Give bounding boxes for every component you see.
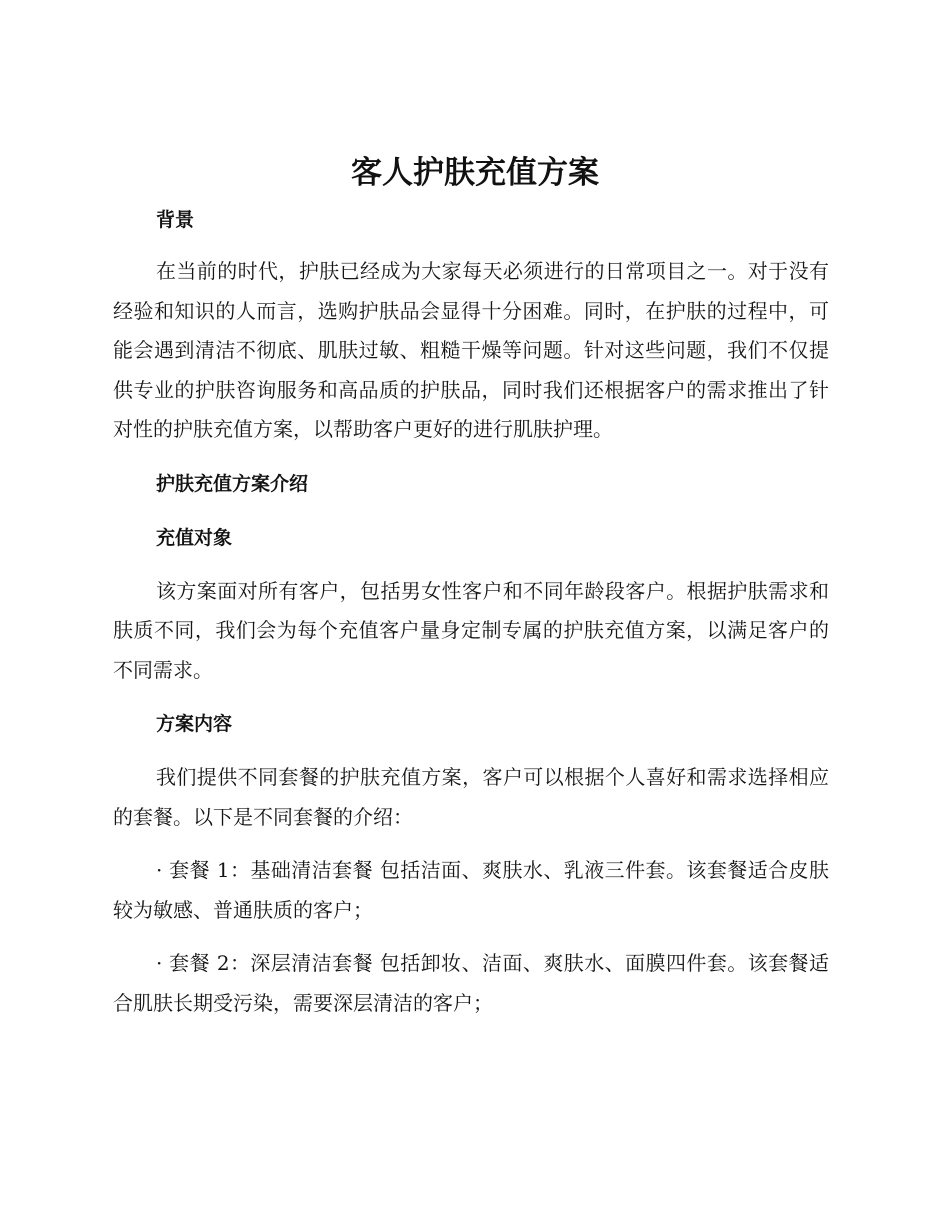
section-heading-target: 充值对象 bbox=[156, 526, 233, 549]
paragraph-content: 我们提供不同套餐的护肤充值方案，客户可以根据个人喜好和需求选择相应的套餐。以下是不同套餐的介绍： bbox=[113, 765, 829, 829]
list-item-package-1: · 套餐 1：基础清洁套餐 包括洁面、爽肤水、乳液三件套。该套餐适合皮肤较为敏感、普通肤质的客户； bbox=[113, 858, 829, 922]
document-title: 客人护肤充值方案 bbox=[351, 155, 599, 191]
paragraph-target: 该方案面对所有客户，包括男女性客户和不同年龄段客户。根据护肤需求和肤质不同，我们会为每个充值客户量身定制专属的护肤充值方案，以满足客户的不同需求。 bbox=[113, 578, 829, 682]
section-heading-content: 方案内容 bbox=[156, 713, 233, 735]
paragraph-background: 在当前的时代，护肤已经成为大家每天必须进行的日常项目之一。对于没有经验和知识的人而言，选购护肤品会显得十分困难。同时，在护肤的过程中，可能会遇到清洁不彻底、肌肤过敏、粗糙干燥等问题。针对这些问题，我们不仅提供专业的护肤咨询服务和高品质的护肤品，同时我们还根据客户的需求推出了针对性的护肤充值方案，以帮助客户更好的进行肌肤护理。 bbox=[113, 259, 829, 441]
section-heading-background: 背景 bbox=[156, 209, 195, 231]
document-body bbox=[113, 200, 829, 1023]
section-heading-intro: 护肤充值方案介绍 bbox=[156, 472, 309, 495]
list-item-package-2: · 套餐 2：深层清洁套餐 包括卸妆、洁面、爽肤水、面膜四件套。该套餐适合肌肤长期受污染，需要深层清洁的客户； bbox=[113, 951, 829, 1015]
